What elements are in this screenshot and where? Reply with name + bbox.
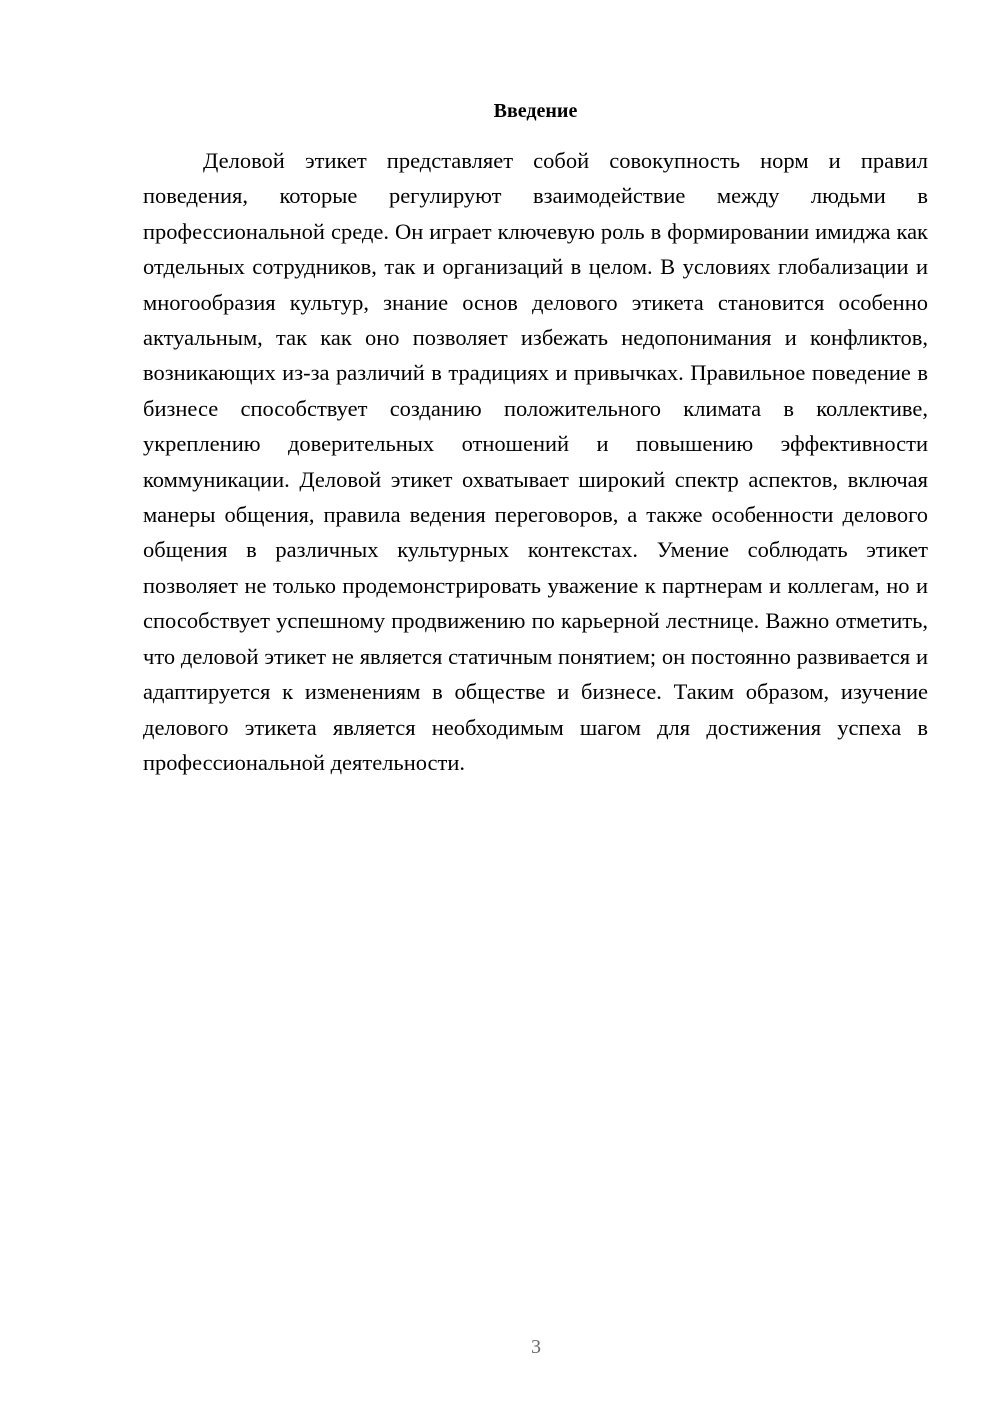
- page-number: 3: [531, 1336, 541, 1358]
- section-heading: Введение: [493, 100, 578, 122]
- body-paragraph: Деловой этикет представляет собой совокупность норм и правил поведения, которые регулируют взаимодействие между людьми в профессиональной среде. Он играет ключевую роль в формировании имиджа как отдельных сотрудников, так и организаций в целом. В условиях глобализации и многообразия культур, знание основ делового этикета становится особенно актуальным, так как оно позволяет избежать недопонимания и конфликтов, возникающих из-за различий в традициях и привычках. Правильное поведение в бизнесе способствует созданию положительного климата в коллективе, укреплению доверительных отношений и повышению эффективности коммуникации. Деловой этикет охватывает широкий спектр аспектов, включая манеры общения, правила ведения переговоров, а также особенности делового общения в различных культурных контекстах. Умение соблюдать этикет позволяет не только продемонстрировать уважение к партнерам и коллегам, но и способствует успешному продвижению по карьерной лестнице. Важно отметить, что деловой этикет не является статичным понятием; он постоянно развивается и адаптируется к изменениям в обществе и бизнесе. Таким образом, изучение делового этикета является необходимым шагом для достижения успеха в профессиональной деятельности.: [143, 148, 928, 775]
